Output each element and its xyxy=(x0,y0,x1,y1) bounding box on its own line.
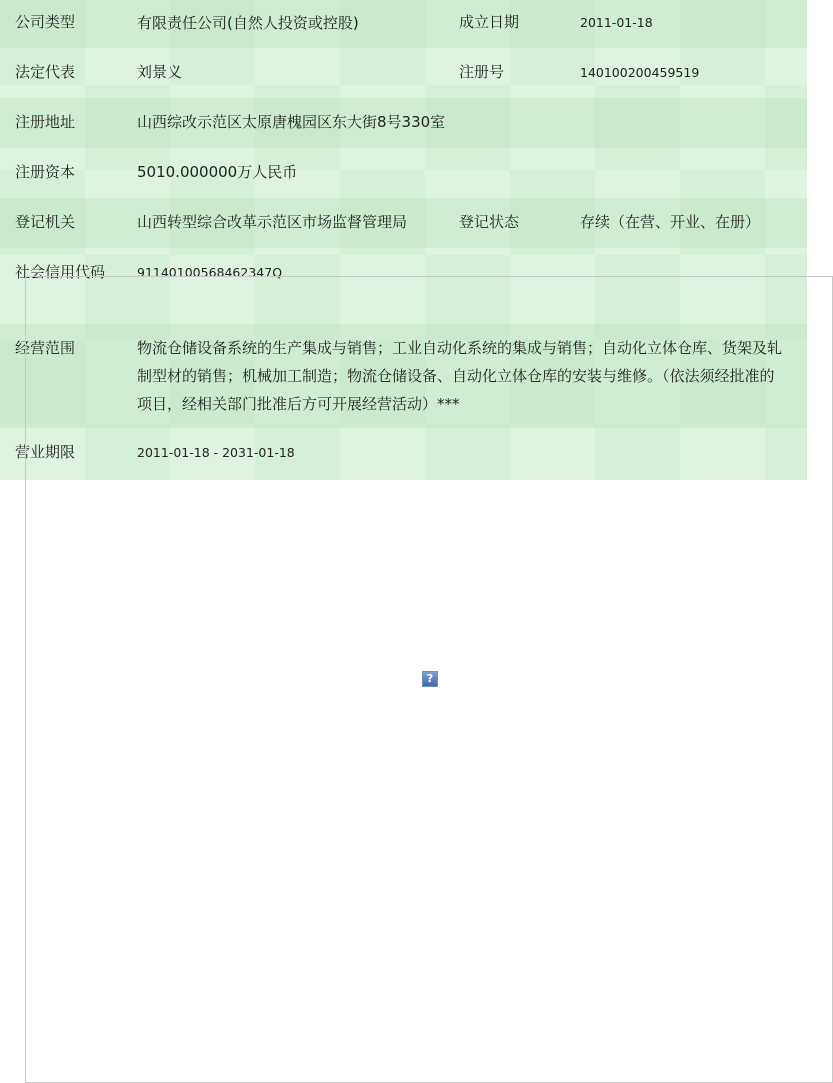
value-credit-code: 91140100568462347Q xyxy=(137,265,283,280)
value-reg-address: 山西综改示范区太原唐槐园区东大街8号330室 xyxy=(137,113,446,131)
value-company-type: 有限责任公司(自然人投资或控股) xyxy=(137,14,359,32)
label-business-term: 营业期限 xyxy=(15,443,76,461)
broken-image-icon: ? xyxy=(422,671,438,687)
value-reg-status: 存续（在营、开业、在册） xyxy=(580,213,761,231)
row-reg-capital xyxy=(0,148,807,198)
label-legal-rep: 法定代表 xyxy=(15,63,76,81)
row-company-type xyxy=(0,0,807,48)
label-reg-authority: 登记机关 xyxy=(15,213,76,231)
row-legal-rep xyxy=(0,48,807,98)
label-credit-code: 社会信用代码 xyxy=(15,263,106,281)
label-reg-address: 注册地址 xyxy=(15,113,76,131)
value-reg-number: 140100200459519 xyxy=(580,65,700,80)
value-business-term: 2011-01-18 - 2031-01-18 xyxy=(137,445,295,460)
value-reg-authority: 山西转型综合改革示范区市场监督管理局 xyxy=(137,213,408,231)
row-reg-address xyxy=(0,98,807,148)
value-established-date: 2011-01-18 xyxy=(580,15,653,30)
label-established-date: 成立日期 xyxy=(459,13,520,31)
value-legal-rep: 刘景义 xyxy=(137,63,183,81)
value-reg-capital: 5010.000000万人民币 xyxy=(137,163,298,181)
label-reg-number: 注册号 xyxy=(459,63,505,81)
label-business-scope: 经营范围 xyxy=(15,339,76,357)
label-company-type: 公司类型 xyxy=(15,13,76,31)
label-reg-status: 登记状态 xyxy=(459,213,520,231)
row-reg-authority xyxy=(0,198,807,248)
label-reg-capital: 注册资本 xyxy=(15,163,76,181)
value-business-scope: 物流仓储设备系统的生产集成与销售；工业自动化系统的集成与销售；自动化立体仓库、货架及轧制型材的销售；机械加工制造；物流仓储设备、自动化立体仓库的安装与维修。（依法须经批准的项目，经相关部门批准后方可开展经营活动）*** xyxy=(137,339,783,413)
